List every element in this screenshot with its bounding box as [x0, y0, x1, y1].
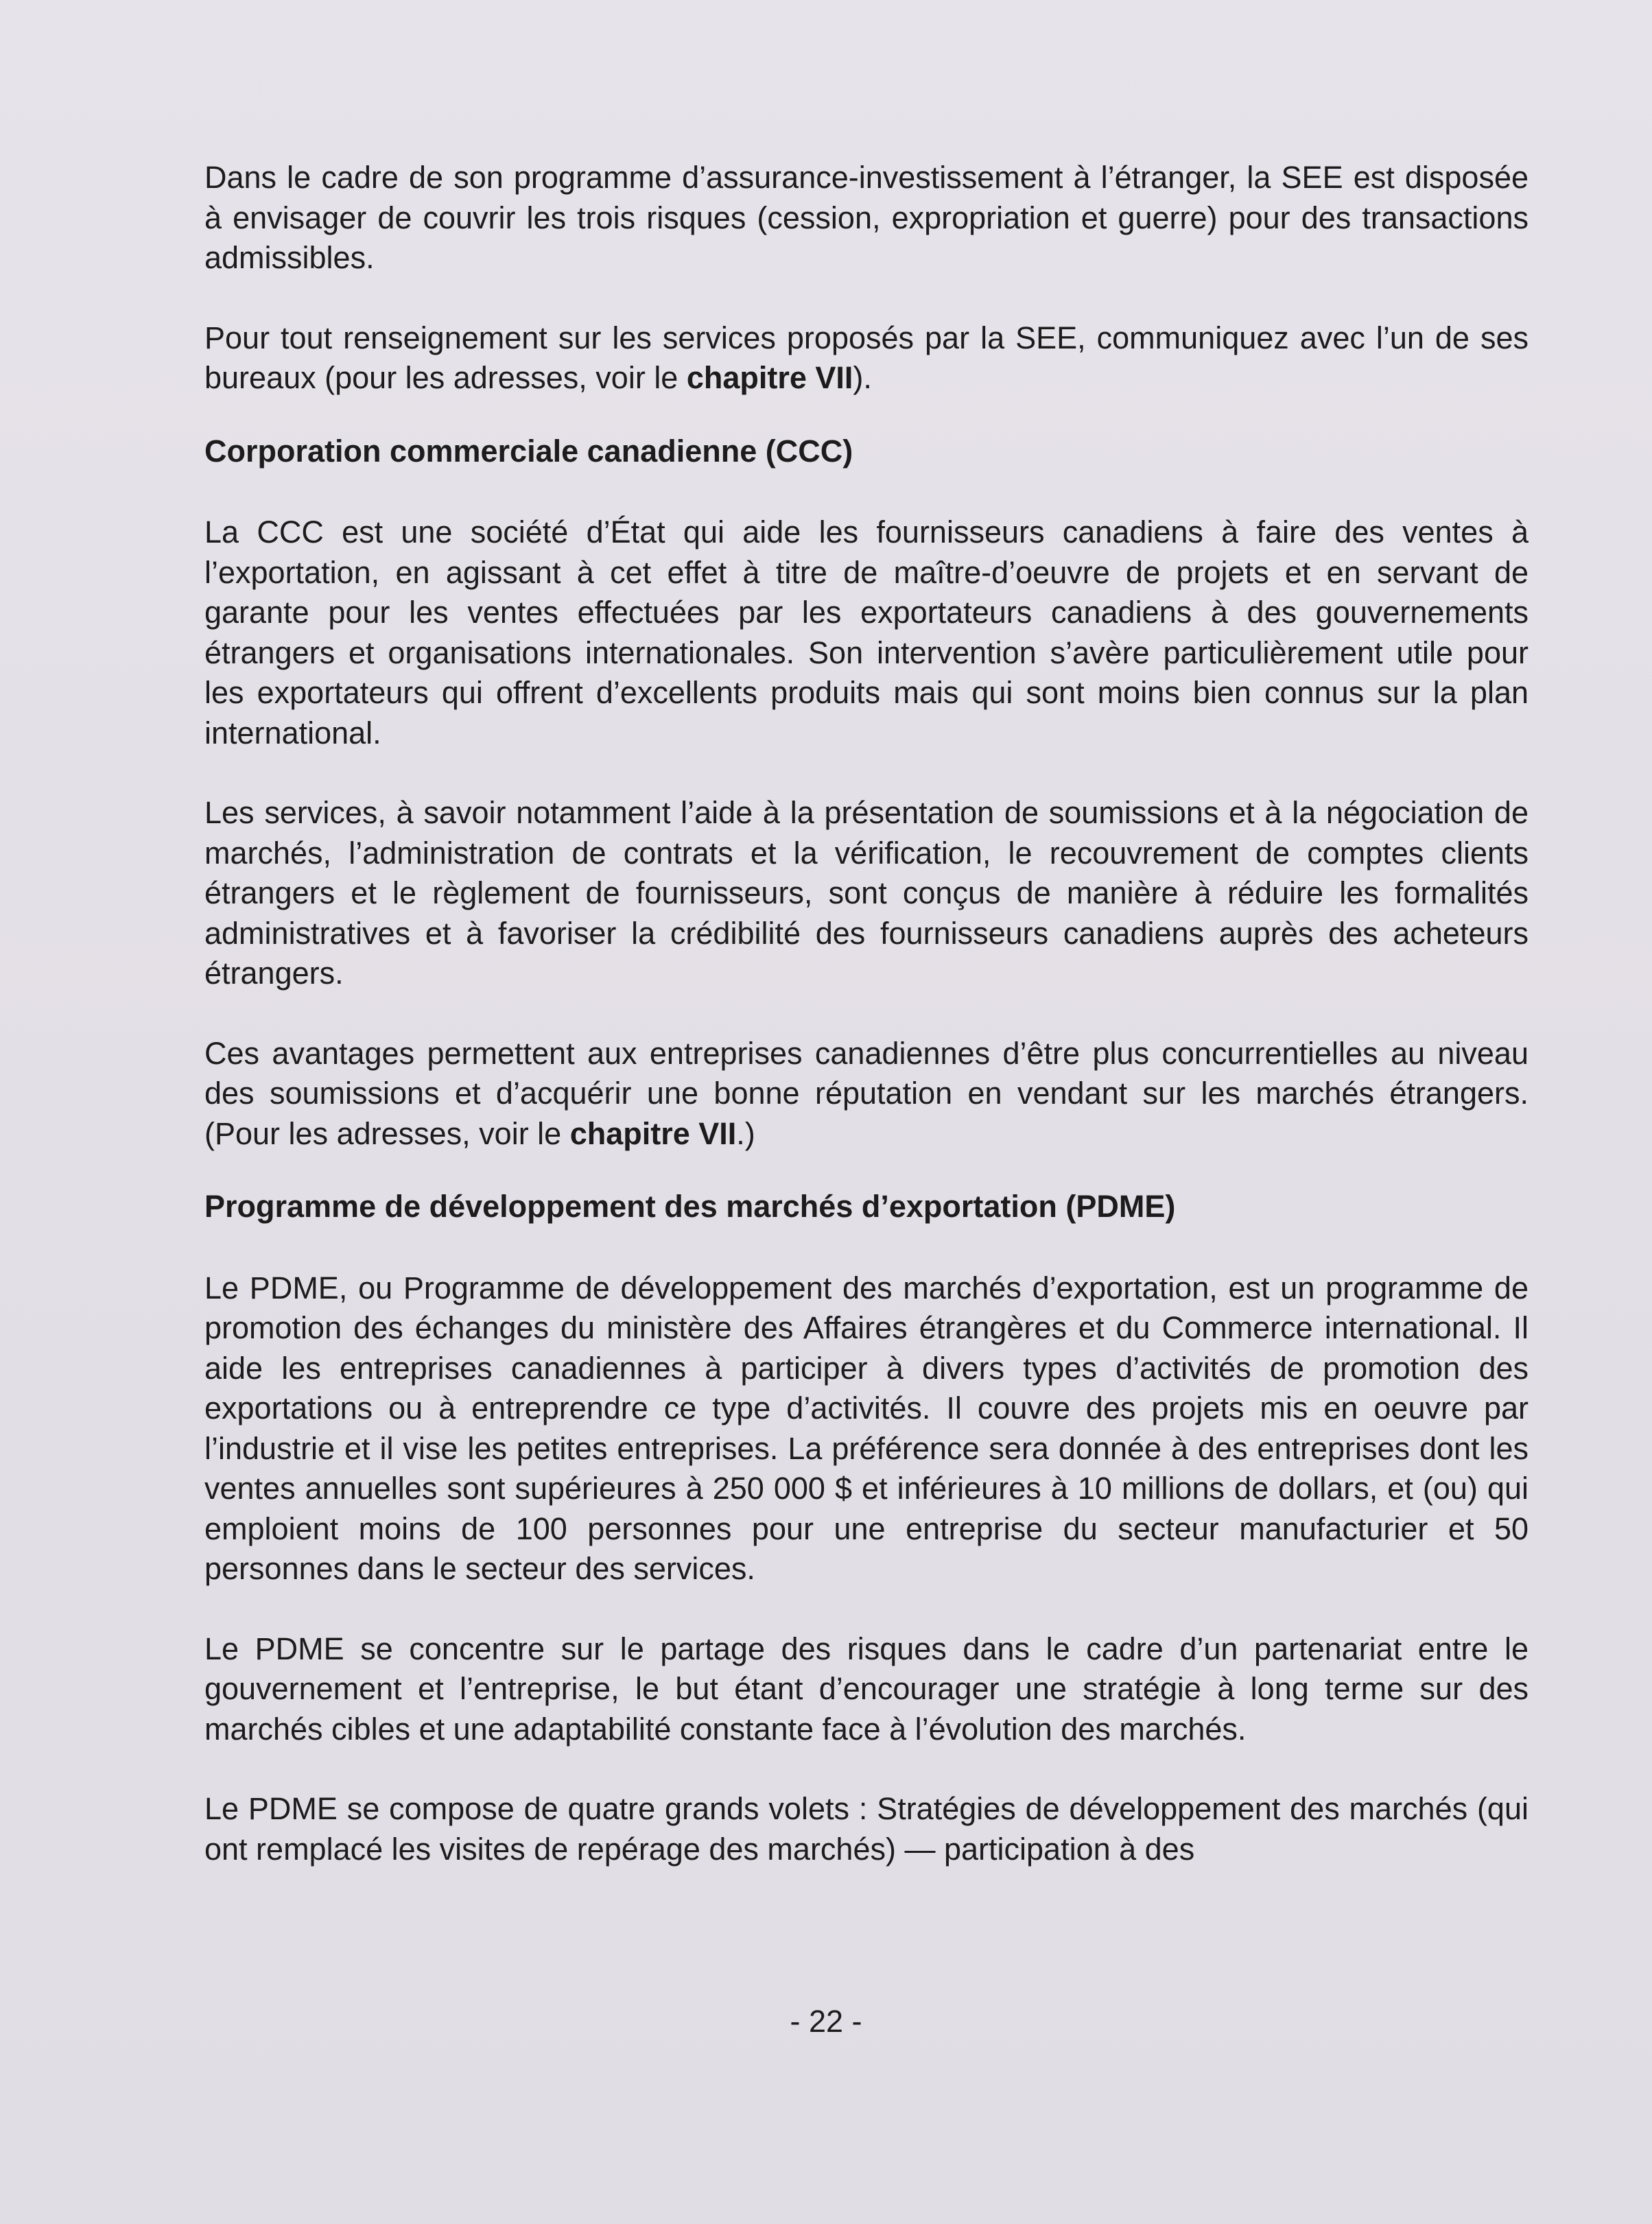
paragraph-text: Pour tout renseignement sur les services proposés par la SEE, communiquez avec l’un de ses bureaux (pour les adresses, voir le: [204, 320, 1529, 395]
paragraph-ccc-services: Les services, à savoir notamment l’aide à la présentation de soumissions et à la négociation de marchés, l’administration de contrats et la vérification, le recouvrement de comptes clients étrangers et le règlement de fournisseurs, sont conçus de manière à réduire les formalités administratives et à favoriser la crédibilité des fournisseurs canadiens auprès des acheteurs étrangers.: [204, 795, 1529, 991]
section-heading-ccc: Corporation commerciale canadienne (CCC): [204, 433, 853, 469]
paragraph-text: ).: [853, 360, 872, 395]
paragraph-ccc-description: La CCC est une société d’État qui aide les fournisseurs canadiens à faire des ventes à l’exportation, en agissant à cet effet à titre de maître-d’oeuvre de projets et en servant de garante pour les ventes effectuées par les exportateurs canadiens à des gouvernements étrangers et organisations internationales. Son intervention s’avère particulièrement utile pour les exportateurs qui offrent d’excellents produits mais qui sont moins bien connus sur la plan international.: [204, 514, 1529, 750]
paragraph-text: Ces avantages permettent aux entreprises canadiennes d’être plus concurrentielles au niveau des soumissions et d’acquérir une bonne réputation en vendant sur les marchés étrangers. (Pour les adresses, voir le: [204, 1035, 1529, 1151]
chapter-reference: chapitre VII: [569, 1115, 737, 1151]
paragraph-text: .): [736, 1115, 755, 1151]
section-heading-pdme: Programme de développement des marchés d’exportation (PDME): [204, 1189, 1176, 1224]
page-number: - 22 -: [790, 2004, 862, 2039]
page-body: [204, 158, 1529, 1869]
paragraph-see-contact: [204, 318, 1529, 399]
paragraph-pdme-description: Le PDME, ou Programme de développement des marchés d’exportation, est un programme de promotion des échanges du ministère des Affaires étrangères et du Commerce international. Il aide les entreprises canadiennes à participer à divers types d’activités de promotion des exportations ou à entreprendre ce type d’activités. Il couvre des projets mis en oeuvre par l’industrie et il vise les petites entreprises. La préférence sera donnée à des entreprises dont les ventes annuelles sont supérieures à 250 000 $ et inférieures à 10 millions de dollars, et (ou) qui emploient moins de 100 personnes pour une entreprise du secteur manufacturier et 50 personnes dans le secteur des services.: [204, 1270, 1529, 1586]
paragraph-pdme-components: Le PDME se compose de quatre grands volets : Stratégies de développement des marchés (qui ont remplacé les visites de repérage des marchés) — participation à des: [204, 1791, 1529, 1867]
paragraph-ccc-advantages: [204, 1034, 1529, 1155]
paragraph-pdme-risk-sharing: Le PDME se concentre sur le partage des risques dans le cadre d’un partenariat entre le gouvernement et l’entreprise, le but étant d’encourager une stratégie à long terme sur des marchés cibles et une adaptabilité constante face à l’évolution des marchés.: [204, 1631, 1529, 1747]
chapter-reference: chapitre VII: [686, 360, 853, 395]
paragraph-see-investment-insurance: Dans le cadre de son programme d’assurance-investissement à l’étranger, la SEE est disposée à envisager de couvrir les trois risques (cession, expropriation et guerre) pour des transactions admissibles.: [204, 160, 1529, 275]
